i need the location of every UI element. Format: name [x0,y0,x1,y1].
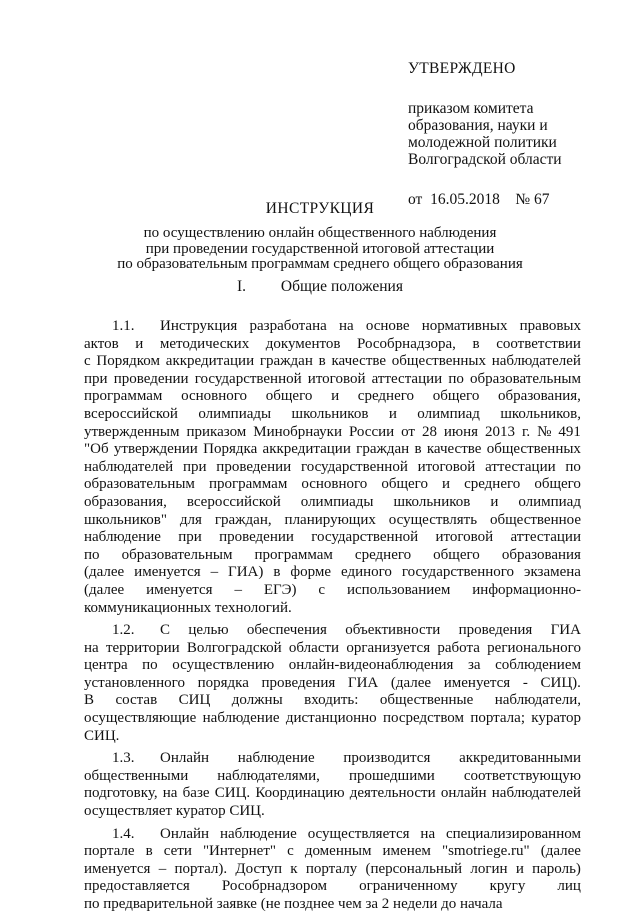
paragraph-1-3 [84,750,581,820]
paragraph-line [84,622,581,640]
paragraph-line-text: осуществляет куратор СИЦ. [84,803,265,820]
paragraph-number: 1.4. [112,825,135,842]
approval-title: УТВЕРЖДЕНО [408,60,516,77]
paragraph-line-text: наблюдателей при проведении государственной итоговой аттестации по [84,458,581,475]
subtitle-line: по осуществлению онлайн общественного наблюдения [143,225,497,241]
paragraph-line-text: СИЦ. [84,727,120,744]
paragraph-line [84,318,581,336]
paragraph-line-text: актов и методических документов Рособрнадзора, в соответствии [84,335,581,352]
paragraph-line [84,785,581,803]
paragraph-line-text: школьников" для граждан, планирующих осуществлять общественное [84,511,581,528]
paragraph-line-text: предоставляется Рособрнадзором ограниченному кругу лиц [84,878,581,895]
paragraph-number: 1.3. [112,750,135,767]
approval-order-line: образования, науки и [408,117,548,134]
paragraph-line-text: Инструкция разработана на основе нормативных правовых [160,318,581,334]
paragraph-line [84,441,581,459]
paragraph-line [84,424,581,442]
paragraph-line-text: (далее именуется – ЕГЭ) с использованием информационно- [84,581,581,598]
paragraph-line-text: осуществляющие наблюдение дистанционно посредством портала; куратор [84,710,581,727]
paragraph-line [84,675,581,693]
paragraph-line-text: В состав СИЦ должны входить: общественные наблюдатели, [84,692,581,709]
paragraph-line [84,529,581,547]
subtitle-line: при проведении государственной итоговой аттестации [145,240,495,257]
paragraph-line-text: программам основного общего и среднего общего образования, [84,388,581,405]
approval-order-line: Волгоградской области [408,151,562,168]
paragraph-line-text: по предварительной заявке (не позднее чем за 2 недели до начала [84,896,503,912]
paragraph-1-4 [84,826,581,914]
paragraph-number: 1.1. [112,318,135,334]
paragraph-line-text: (далее именуется – ГИА) в форме единого государственного экзамена [84,564,581,581]
paragraph-line [84,336,581,354]
document-body [84,318,581,919]
paragraph-line-text: Онлайн наблюдение осуществляется на специализированном [160,825,581,842]
subtitle-line: по образовательным программам среднего общего образования [117,256,523,272]
paragraph-line-text: Онлайн наблюдение производится аккредитованными [160,750,581,767]
paragraph-1-2 [84,622,581,745]
paragraph-line-text: коммуникационных технологий. [84,599,292,616]
paragraph-line [84,640,581,658]
paragraph-line-text: С целью обеспечения объективности проведения ГИА [160,622,581,639]
paragraph-line-text: общественными наблюдателями, прошедшими соответствующую [84,767,581,784]
document-title: ИНСТРУКЦИЯ [265,200,375,217]
paragraph-line [84,692,581,710]
section-heading [0,278,640,296]
paragraph-line-text: образовательным программам основного общего и среднего общего [84,476,581,493]
paragraph-line [84,371,581,389]
paragraph-line-text: портале в сети "Интернет" с доменным именем "smotriege.ru" (далее [84,843,581,860]
approval-order-line: приказом комитета [408,100,534,117]
paragraph-line [84,803,581,821]
paragraph-line [84,750,581,768]
paragraph-1-1 [84,318,581,617]
paragraph-line [84,657,581,675]
paragraph-line-text: с Порядком аккредитации граждан в качестве общественных наблюдателей [84,353,581,370]
paragraph-line [84,600,581,618]
approval-block [408,60,608,208]
paragraph-line-text: утвержденным приказом Минобрнауки России от 28 июня 2013 г. № 491 [84,423,581,440]
paragraph-line-text: "Об утверждении Порядка аккредитации граждан в качестве общественных [84,441,581,458]
paragraph-line [84,878,581,896]
paragraph-line-text: на территории Волгоградской области организуется работа регионального [84,639,581,656]
paragraph-line [84,388,581,406]
approval-order [408,100,608,168]
approval-date: от 16.05.2018 № 67 [408,191,550,208]
paragraph-line [84,826,581,844]
paragraph-line-text: подготовку, на базе СИЦ. Координацию деятельности онлайн наблюдателей [84,785,581,802]
paragraph-line [84,476,581,494]
paragraph-line-text: наблюдение при проведении государственной итоговой аттестации [84,529,581,546]
paragraph-line [84,861,581,879]
paragraph-line [84,512,581,530]
document-subtitle [0,226,640,273]
paragraph-line-text: при проведении государственной итоговой аттестации по образовательным [84,370,581,387]
paragraph-line-text: центра по осуществлению онлайн-видеонаблюдения за соблюдением [84,657,581,674]
paragraph-line-text: образования, всероссийской олимпиады школьников и олимпиад [84,493,581,510]
section-title: Общие положения [280,278,403,295]
paragraph-line-text: установленного порядка проведения ГИА (далее именуется - СИЦ). [84,674,581,691]
paragraph-line [84,710,581,728]
paragraph-line [84,564,581,582]
paragraph-line [84,459,581,477]
paragraph-line [84,494,581,512]
paragraph-line [84,728,581,746]
paragraph-line [84,353,581,371]
paragraph-line [84,843,581,861]
paragraph-line-text: по образовательным программам среднего общего образования [84,546,581,563]
paragraph-line [84,547,581,565]
approval-order-line: молодежной политики [408,134,557,151]
paragraph-line [84,406,581,424]
paragraph-line-text: всероссийской олимпиады школьников и олимпиад школьников, [84,405,581,422]
paragraph-line [84,582,581,600]
paragraph-line-text: именуется – портал). Доступ к порталу (персональный логин и пароль) [84,860,581,877]
paragraph-number: 1.2. [112,622,135,639]
paragraph-line [84,768,581,786]
section-number: I. [237,278,247,295]
